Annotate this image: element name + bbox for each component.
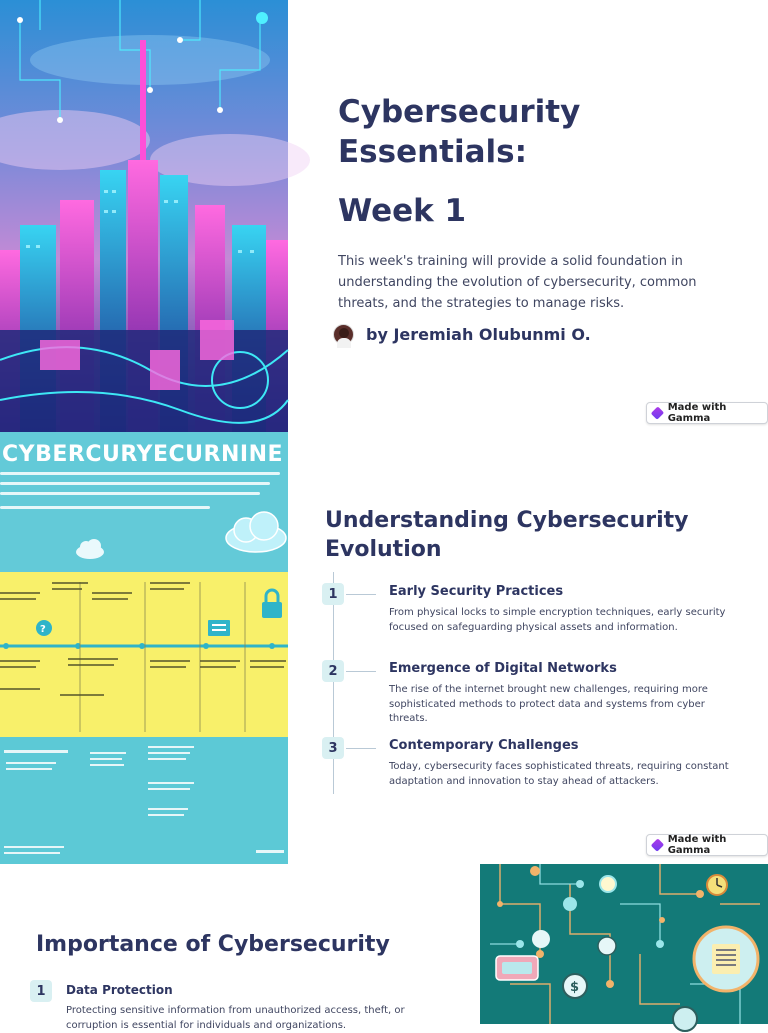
step-number: 2 — [322, 660, 344, 682]
ring-icon — [673, 1007, 697, 1031]
dollar-icon — [563, 974, 587, 998]
title-line-1: Cybersecurity — [338, 94, 581, 130]
slide-title — [0, 0, 768, 432]
step-body: Protecting sensitive information from unauthorized access, theft, or corruption is essential for individuals and organizations. — [66, 1005, 405, 1031]
svg-text:$: $ — [570, 980, 580, 995]
document-icon — [208, 620, 230, 636]
timeline-connector — [346, 748, 376, 749]
title-line-2: Essentials: — [338, 134, 528, 170]
keyboard-icon — [496, 956, 538, 980]
step-heading: Early Security Practices — [389, 584, 564, 599]
avatar — [333, 324, 354, 345]
padlock-icon — [598, 937, 616, 955]
badge-label: Made with Gamma — [667, 402, 727, 424]
made-with-gamma-badge[interactable] — [646, 834, 768, 856]
slide-title-heading: Understanding Cybersecurity Evolution — [325, 508, 689, 562]
slide-evolution — [0, 432, 768, 864]
slide-title-heading: Importance of Cybersecurity — [36, 932, 390, 957]
slide-importance — [0, 864, 768, 1031]
clock-icon — [707, 875, 727, 895]
step-number: 1 — [322, 583, 344, 605]
infographic-heading: CYBERCURYECURNINE — [2, 442, 284, 467]
timeline-connector — [346, 671, 376, 672]
slide-description: This week's training will provide a solid foundation in understanding the evolution of cybersecurity, common threats, and the strategies to manage risks. — [338, 254, 697, 311]
lightbulb-icon — [532, 930, 550, 948]
step-number: 1 — [30, 980, 52, 1002]
step-heading: Emergence of Digital Networks — [389, 661, 617, 676]
gamma-logo-icon — [651, 838, 664, 851]
slide-title-heading — [338, 92, 738, 172]
step-body: The rise of the internet brought new challenges, requiring more sophisticated methods to protect data and systems from cyber threats. — [389, 684, 708, 724]
svg-text:?: ? — [40, 624, 46, 635]
circuit-board-illustration — [480, 864, 768, 1024]
neon-city-illustration — [0, 0, 288, 432]
document-icon — [694, 927, 758, 991]
author-block — [333, 324, 591, 345]
step-heading: Data Protection — [66, 983, 173, 997]
step-body: Today, cybersecurity faces sophisticated threats, requiring constant adaptation and innovation to stay ahead of attackers. — [389, 761, 729, 787]
badge-label: Made with Gamma — [667, 834, 727, 856]
timeline-connector — [346, 594, 376, 595]
author-name: by Jeremiah Olubunmi O. — [366, 325, 591, 344]
slide-title-subheading: Week 1 — [338, 193, 467, 229]
gamma-logo-icon — [651, 406, 664, 419]
step-number: 3 — [322, 737, 344, 759]
question-icon — [36, 620, 52, 636]
step-heading: Contemporary Challenges — [389, 738, 579, 753]
cybersecurity-infographic — [0, 432, 288, 864]
timeline-line — [333, 572, 334, 794]
made-with-gamma-badge[interactable] — [646, 402, 768, 424]
step-body: From physical locks to simple encryption techniques, early security focused on safeguarding physical assets and information. — [389, 607, 726, 633]
lightbulb-icon — [600, 876, 616, 892]
